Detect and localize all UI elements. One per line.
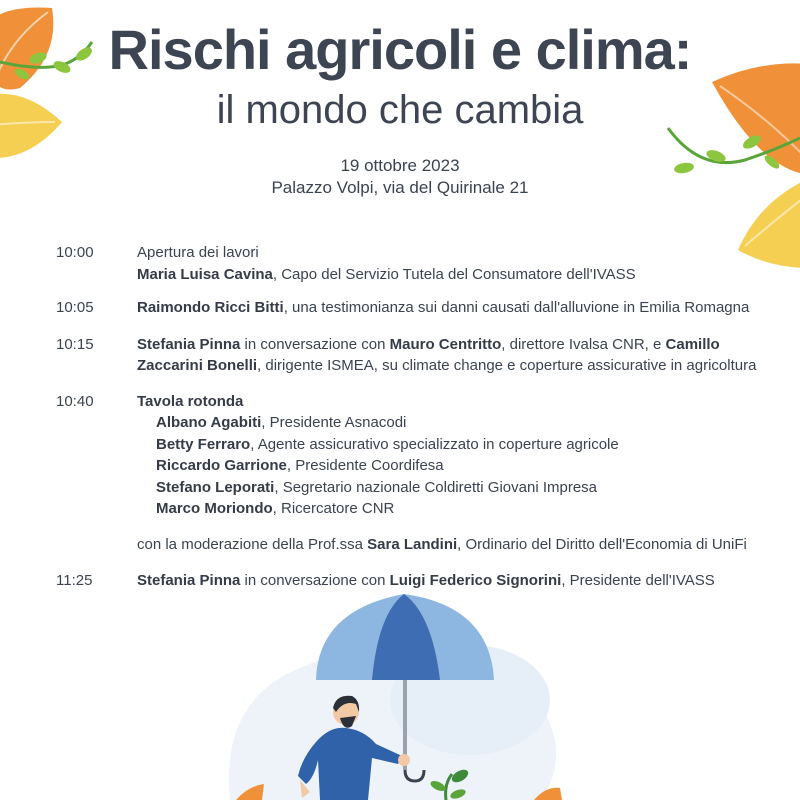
speaker-role: , Presidente dell'IVASS — [561, 572, 715, 589]
program-item-closing — [56, 570, 786, 592]
illustration-umbrella-person — [229, 594, 562, 800]
program-time: 11:25 — [56, 572, 93, 589]
panelist-item — [156, 455, 786, 477]
speaker-role: , Agente assicurativo specializzato in coperture agricole — [250, 435, 619, 453]
program-item-roundtable — [56, 391, 786, 520]
speaker-name: Raimondo Ricci Bitti — [137, 299, 284, 316]
speaker-name: Marco Moriondo — [156, 500, 273, 517]
program-item-testimony — [56, 297, 786, 319]
speaker-role: , Presidente Asnacodi — [261, 414, 407, 431]
program-item-opening — [56, 242, 786, 285]
program-description — [137, 334, 786, 377]
panelist-list — [137, 412, 786, 520]
panelist-item — [156, 477, 786, 499]
program-time: 10:05 — [56, 299, 94, 316]
speaker-role: , Ordinario del Diritto dell'Economia di UniFi — [457, 535, 747, 553]
program-item-conversation — [56, 334, 786, 377]
speaker-role: , Segretario nazionale Coldiretti Giovani Impresa — [274, 478, 598, 496]
program-description — [137, 242, 786, 285]
speaker-name: Camillo Zaccarini Bonelli — [137, 335, 720, 374]
program-item-moderation — [56, 534, 786, 556]
page-subtitle: il mondo che cambia — [216, 88, 584, 132]
speaker-role: , dirigente ISMEA, su climate change e coperture assicurative in agricoltura — [257, 357, 757, 374]
program-description — [137, 534, 786, 556]
program-description — [137, 297, 786, 319]
event-date: 19 ottobre 2023 — [340, 156, 460, 175]
speaker-name: Albano Agabiti — [156, 414, 262, 431]
panelist-item — [156, 412, 786, 434]
speaker-name: Betty Ferraro — [156, 435, 251, 453]
program-speaker-line — [137, 264, 786, 286]
speaker-name: Mauro Centritto — [389, 335, 502, 353]
speaker-name: Sara Landini — [367, 535, 458, 553]
speaker-role: , una testimonianza sui danni causati dall'alluvione in Emilia Romagna — [283, 299, 750, 316]
connector-text: in conversazione con — [240, 572, 390, 589]
speaker-role: , Presidente Coordifesa — [286, 457, 444, 474]
speaker-name: Luigi Federico Signorini — [389, 572, 562, 589]
speaker-name: Stefania Pinna — [137, 335, 241, 353]
program-time: 10:00 — [56, 244, 94, 261]
moderation-prefix: con la moderazione della Prof.ssa — [137, 535, 368, 553]
page-title: Rischi agricoli e clima: — [108, 18, 692, 81]
speaker-role: , Capo del Servizio Tutela del Consumatore dell'IVASS — [272, 265, 636, 283]
program-heading: Tavola rotonda — [137, 392, 244, 410]
panelist-item — [156, 498, 786, 520]
program-description — [137, 570, 786, 592]
speaker-name: Stefania Pinna — [137, 572, 241, 589]
program-list — [56, 242, 786, 592]
panelist-item — [156, 434, 786, 456]
program-time: 10:15 — [56, 335, 94, 353]
program-time-empty — [56, 534, 137, 556]
speaker-name: Stefano Leporati — [156, 478, 275, 496]
program-description — [137, 391, 786, 520]
program-time: 10:40 — [56, 392, 94, 410]
connector-text: in conversazione con — [240, 335, 390, 353]
speaker-name: Maria Luisa Cavina — [137, 265, 273, 283]
speaker-name: Riccardo Garrione — [156, 457, 287, 474]
event-venue: Palazzo Volpi, via del Quirinale 21 — [271, 178, 529, 197]
speaker-role: , Ricercatore CNR — [272, 500, 395, 517]
program-heading: Apertura dei lavori — [137, 244, 259, 261]
speaker-role: , direttore Ivalsa CNR, e — [501, 335, 666, 353]
